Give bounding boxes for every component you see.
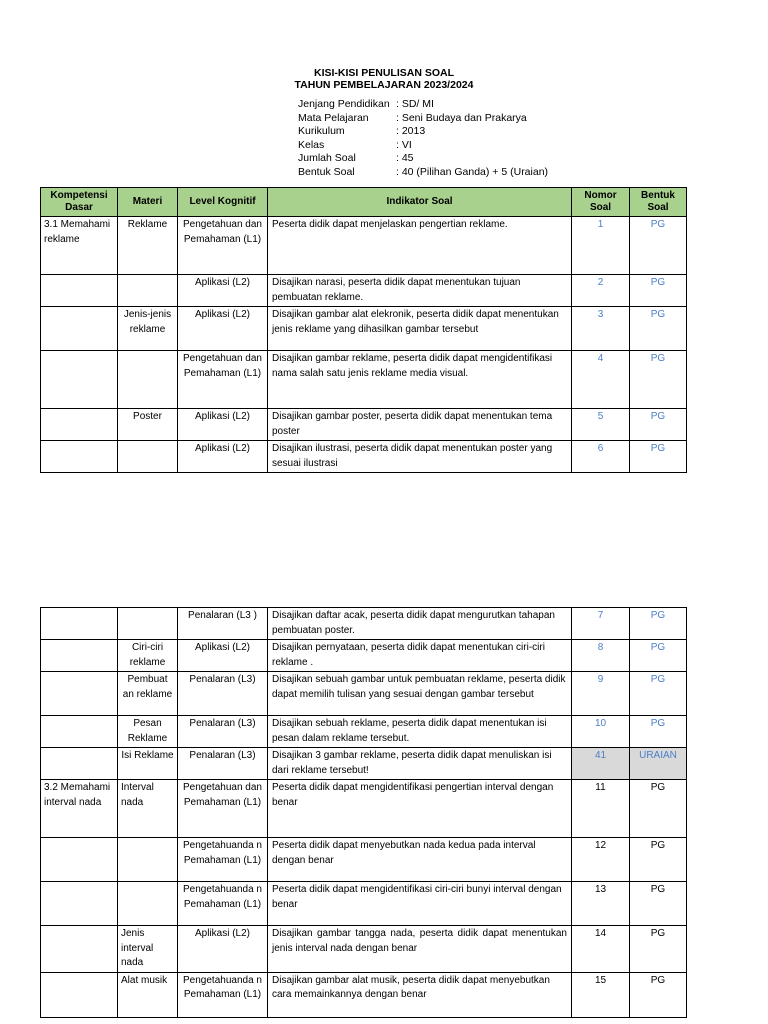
cell-nomor: 10 — [572, 716, 630, 748]
meta-row — [298, 139, 548, 153]
cell-level: Pengetahuanda n Pemahaman (L1) — [178, 838, 268, 882]
header-nomor-soal: Nomor Soal — [572, 188, 630, 217]
cell-kompetensi-dasar — [41, 972, 118, 1017]
meta-key: Bentuk Soal — [298, 165, 355, 178]
document-title: KISI-KISI PENULISAN SOAL — [313, 67, 454, 79]
cell-indikator: Peserta didik dapat menjelaskan pengertian reklame. — [268, 217, 572, 275]
cell-indikator: Disajikan pernyataan, peserta didik dapat menentukan ciri-ciri reklame . — [268, 640, 572, 672]
cell-indikator: Disajikan gambar poster, peserta didik dapat menentukan tema poster — [268, 409, 572, 441]
cell-bentuk: URAIAN — [630, 748, 687, 780]
header-kompetensi-dasar: Kompetensi Dasar — [41, 188, 118, 217]
table-row — [41, 926, 687, 973]
cell-kompetensi-dasar — [41, 307, 118, 351]
cell-kompetensi-dasar — [41, 409, 118, 441]
cell-indikator: Disajikan gambar tangga nada, peserta didik dapat menentukan jenis interval nada dengan benar — [268, 926, 572, 973]
cell-materi: Poster — [118, 409, 178, 441]
meta-row — [298, 166, 548, 180]
meta-key: Jenjang Pendidikan — [298, 98, 390, 110]
cell-kompetensi-dasar — [41, 748, 118, 780]
cell-materi: Pesan Reklame — [118, 716, 178, 748]
cell-nomor: 11 — [572, 780, 630, 838]
cell-indikator: Peserta didik dapat menyebutkan nada kedua pada interval dengan benar — [268, 838, 572, 882]
cell-kompetensi-dasar — [41, 275, 118, 307]
cell-bentuk: PG — [630, 275, 687, 307]
cell-bentuk: PG — [630, 640, 687, 672]
cell-kompetensi-dasar — [41, 926, 118, 973]
cell-materi — [118, 882, 178, 926]
cell-materi: Pembuat an reklame — [118, 672, 178, 716]
meta-value: : Seni Budaya dan Prakarya — [396, 111, 527, 124]
meta-value: : 40 (Pilihan Ganda) + 5 (Uraian) — [396, 165, 549, 178]
header-indikator-soal: Indikator Soal — [268, 188, 572, 217]
table-row — [41, 441, 687, 473]
meta-key: Jumlah Soal — [298, 152, 356, 165]
meta-value: : 2013 — [396, 125, 426, 138]
cell-bentuk: PG — [630, 307, 687, 351]
cell-kompetensi-dasar — [41, 716, 118, 748]
meta-key: Kelas — [298, 138, 325, 151]
table-row — [41, 838, 687, 882]
kisi-kisi-table-2 — [40, 607, 687, 1018]
cell-bentuk: PG — [630, 838, 687, 882]
cell-level: Pengetahuanda n Pemahaman (L1) — [178, 882, 268, 926]
document-meta — [298, 98, 548, 180]
cell-indikator: Disajikan ilustrasi, peserta didik dapat menentukan poster yang sesuai ilustrasi — [268, 441, 572, 473]
cell-bentuk: PG — [630, 608, 687, 640]
cell-level: Penalaran (L3 ) — [178, 608, 268, 640]
cell-kompetensi-dasar — [41, 672, 118, 716]
cell-nomor: 3 — [572, 307, 630, 351]
cell-kompetensi-dasar: 3.2 Memahami interval nada — [41, 780, 118, 838]
cell-indikator: Disajikan daftar acak, peserta didik dapat mengurutkan tahapan pembuatan poster. — [268, 608, 572, 640]
cell-level: Penalaran (L3) — [178, 748, 268, 780]
kisi-kisi-table-1 — [40, 187, 687, 473]
cell-materi — [118, 608, 178, 640]
cell-kompetensi-dasar — [41, 838, 118, 882]
cell-bentuk: PG — [630, 972, 687, 1017]
cell-kompetensi-dasar: 3.1 Memahami reklame — [41, 217, 118, 275]
table-row — [41, 672, 687, 716]
cell-nomor: 8 — [572, 640, 630, 672]
cell-indikator: Disajikan 3 gambar reklame, peserta didik dapat menuliskan isi dari reklame tersebut! — [268, 748, 572, 780]
meta-row — [298, 125, 548, 139]
header-materi: Materi — [118, 188, 178, 217]
cell-nomor: 1 — [572, 217, 630, 275]
meta-row — [298, 98, 548, 112]
table-row — [41, 748, 687, 780]
cell-level: Pengetahuan dan Pemahaman (L1) — [178, 351, 268, 409]
meta-key: Kurikulum — [298, 125, 345, 138]
cell-kompetensi-dasar — [41, 608, 118, 640]
cell-indikator: Disajikan gambar reklame, peserta didik dapat mengidentifikasi nama salah satu jenis reklame media visual. — [268, 351, 572, 409]
cell-indikator: Disajikan sebuah gambar untuk pembuatan reklame, peserta didik dapat memilih tulisan yang sesuai dengan gambar tersebut — [268, 672, 572, 716]
table-row — [41, 972, 687, 1017]
cell-kompetensi-dasar — [41, 351, 118, 409]
cell-materi: Ciri-ciri reklame — [118, 640, 178, 672]
cell-bentuk: PG — [630, 672, 687, 716]
cell-nomor: 2 — [572, 275, 630, 307]
cell-level: Aplikasi (L2) — [178, 640, 268, 672]
table-row — [41, 217, 687, 275]
cell-materi: Alat musik — [118, 972, 178, 1017]
cell-level: Aplikasi (L2) — [178, 441, 268, 473]
cell-materi — [118, 275, 178, 307]
cell-bentuk: PG — [630, 926, 687, 973]
cell-bentuk: PG — [630, 441, 687, 473]
cell-level: Pengetahuanda n Pemahaman (L1) — [178, 972, 268, 1017]
cell-materi: Isi Reklame — [118, 748, 178, 780]
cell-materi — [118, 441, 178, 473]
cell-indikator: Peserta didik dapat mengidentifikasi pengertian interval dengan benar — [268, 780, 572, 838]
table-row — [41, 409, 687, 441]
cell-nomor: 15 — [572, 972, 630, 1017]
table-row — [41, 608, 687, 640]
cell-materi: Jenis-jenis reklame — [118, 307, 178, 351]
cell-bentuk: PG — [630, 882, 687, 926]
cell-level: Pengetahuan dan Pemahaman (L1) — [178, 217, 268, 275]
cell-bentuk: PG — [630, 716, 687, 748]
cell-materi: Reklame — [118, 217, 178, 275]
cell-materi — [118, 351, 178, 409]
table-row — [41, 275, 687, 307]
cell-indikator: Disajikan sebuah reklame, peserta didik dapat menentukan isi pesan dalam reklame tersebut. — [268, 716, 572, 748]
table-row — [41, 716, 687, 748]
cell-level: Aplikasi (L2) — [178, 307, 268, 351]
cell-indikator: Disajikan gambar alat musik, peserta didik dapat menyebutkan cara memainkannya dengan benar — [268, 972, 572, 1017]
cell-indikator: Peserta didik dapat mengidentifikasi ciri-ciri bunyi interval dengan benar — [268, 882, 572, 926]
cell-level: Aplikasi (L2) — [178, 409, 268, 441]
cell-materi — [118, 838, 178, 882]
cell-bentuk: PG — [630, 217, 687, 275]
table-row — [41, 351, 687, 409]
cell-nomor: 13 — [572, 882, 630, 926]
meta-key: Mata Pelajaran — [298, 111, 369, 124]
cell-level: Penalaran (L3) — [178, 716, 268, 748]
cell-nomor: 5 — [572, 409, 630, 441]
meta-value: : SD/ MI — [396, 98, 434, 110]
cell-nomor: 12 — [572, 838, 630, 882]
cell-nomor: 6 — [572, 441, 630, 473]
meta-row — [298, 112, 548, 126]
cell-nomor: 9 — [572, 672, 630, 716]
cell-level: Pengetahuan dan Pemahaman (L1) — [178, 780, 268, 838]
meta-value: : 45 — [396, 152, 414, 165]
cell-materi: Jenis interval nada — [118, 926, 178, 973]
meta-value: : VI — [396, 138, 412, 151]
header-level-kognitif: Level Kognitif — [178, 188, 268, 217]
table-row — [41, 307, 687, 351]
table-row — [41, 780, 687, 838]
cell-nomor: 14 — [572, 926, 630, 973]
cell-kompetensi-dasar — [41, 882, 118, 926]
cell-indikator: Disajikan narasi, peserta didik dapat menentukan tujuan pembuatan reklame. — [268, 275, 572, 307]
table-header-row — [41, 188, 687, 217]
header-bentuk-soal: Bentuk Soal — [630, 188, 687, 217]
cell-level: Aplikasi (L2) — [178, 275, 268, 307]
table-row — [41, 882, 687, 926]
cell-level: Penalaran (L3) — [178, 672, 268, 716]
document-subtitle: TAHUN PEMBELAJARAN 2023/2024 — [294, 79, 474, 91]
cell-nomor: 41 — [572, 748, 630, 780]
cell-nomor: 7 — [572, 608, 630, 640]
table-row — [41, 640, 687, 672]
cell-nomor: 4 — [572, 351, 630, 409]
cell-bentuk: PG — [630, 780, 687, 838]
cell-kompetensi-dasar — [41, 441, 118, 473]
meta-row — [298, 152, 548, 166]
cell-bentuk: PG — [630, 409, 687, 441]
cell-bentuk: PG — [630, 351, 687, 409]
cell-kompetensi-dasar — [41, 640, 118, 672]
cell-level: Aplikasi (L2) — [178, 926, 268, 973]
cell-indikator: Disajikan gambar alat elekronik, peserta didik dapat menentukan jenis reklame yang dihasilkan gambar tersebut — [268, 307, 572, 351]
cell-materi: Interval nada — [118, 780, 178, 838]
